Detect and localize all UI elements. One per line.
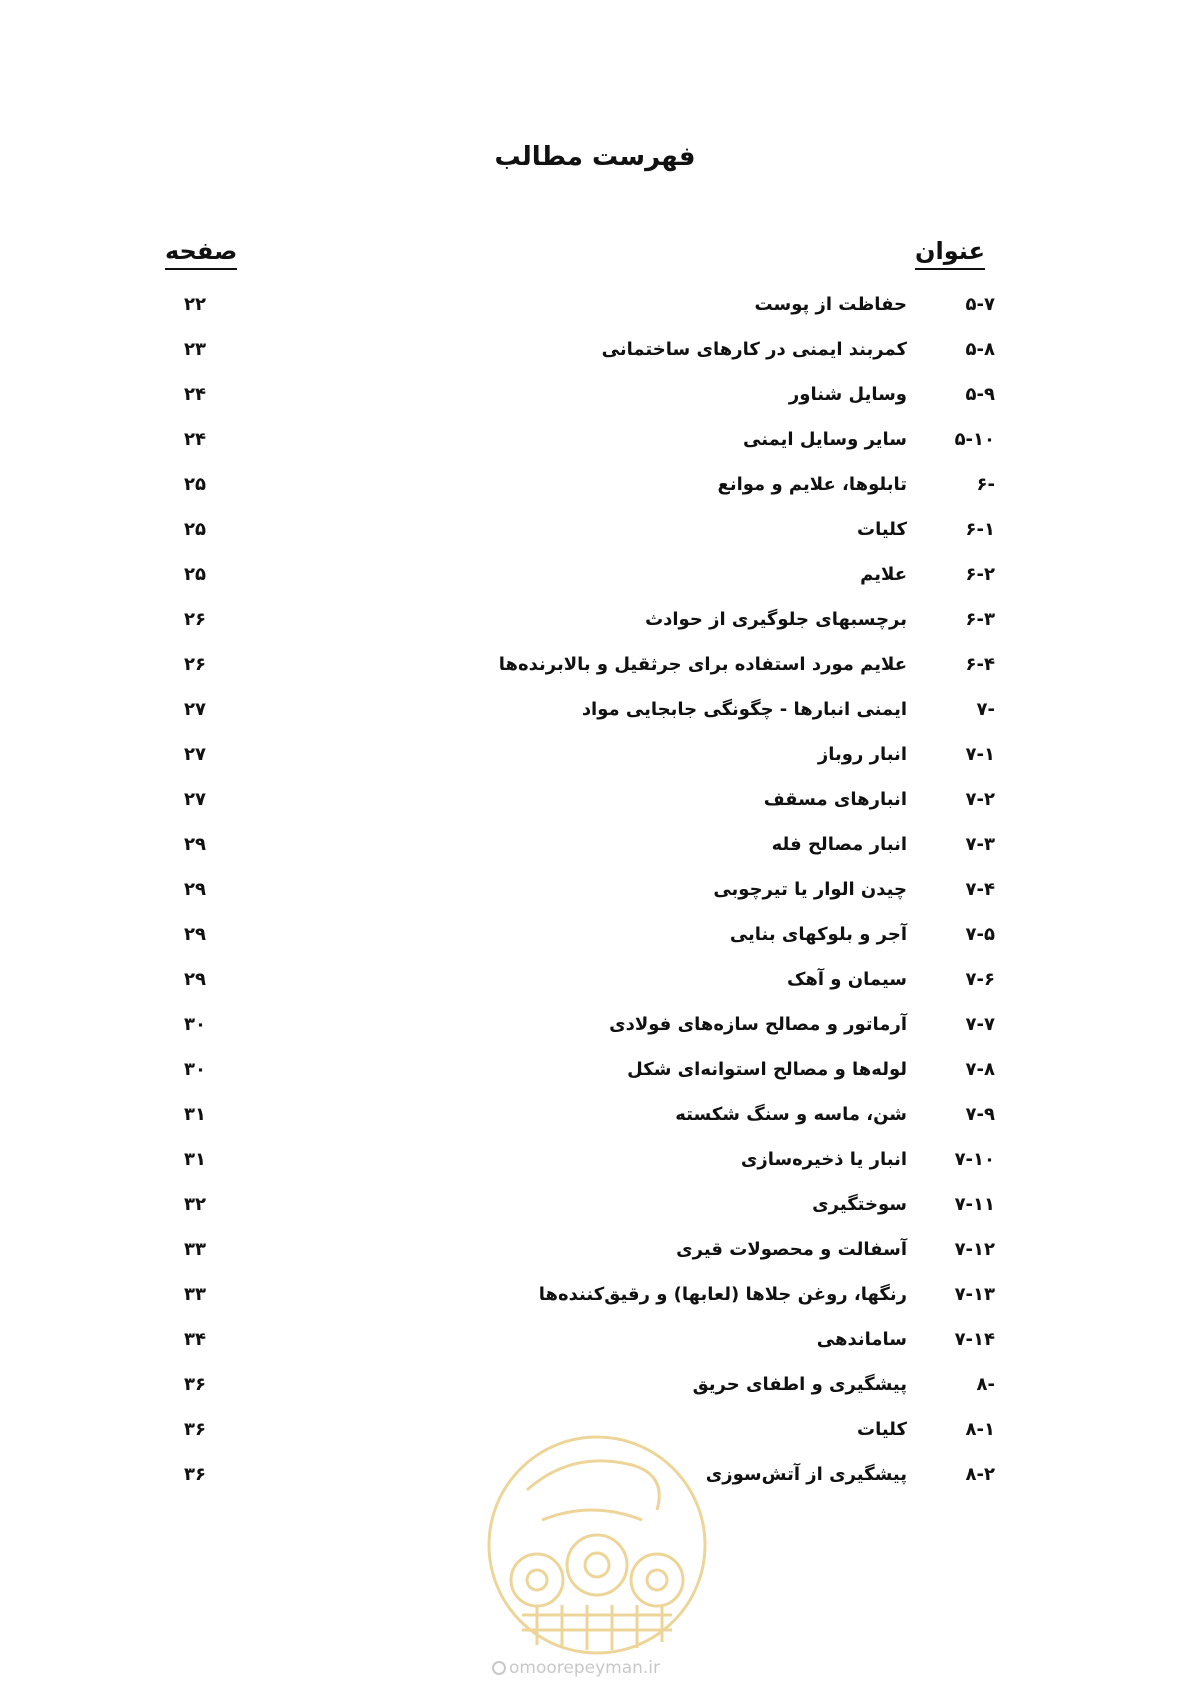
toc-number: ۷-۵	[965, 924, 995, 945]
toc-number: ۶-۳	[965, 609, 995, 630]
toc-row[interactable]	[160, 822, 995, 867]
toc-page-number: ۳۲	[184, 1194, 206, 1215]
watermark-url	[492, 1658, 712, 1678]
toc-row[interactable]	[160, 1272, 995, 1317]
toc-page-number: ۳۶	[184, 1464, 206, 1485]
toc-title: علایم	[860, 564, 907, 585]
toc-row[interactable]	[160, 1317, 995, 1362]
toc-page-number: ۲۴	[184, 429, 206, 450]
toc-row[interactable]	[160, 687, 995, 732]
toc-number: ۶-۲	[965, 564, 995, 585]
toc-title: حفاظت از پوست	[754, 294, 907, 315]
toc-page-number: ۲۷	[184, 699, 206, 720]
toc-title: رنگها، روغن جلاها (لعابها) و رقیق‌کننده‌ها	[538, 1284, 907, 1305]
toc-number: ۷-۶	[965, 969, 995, 990]
toc-title: آسفالت و محصولات قیری	[676, 1239, 907, 1260]
toc-page-number: ۲۷	[184, 744, 206, 765]
toc-page-number: ۲۹	[184, 834, 206, 855]
toc-page-number: ۲۳	[184, 339, 206, 360]
toc-number: -۶	[976, 474, 995, 495]
toc-number: ۷-۱۰	[954, 1149, 995, 1170]
toc-title: کلیات	[856, 1419, 907, 1440]
toc-row[interactable]	[160, 1362, 995, 1407]
toc-row[interactable]	[160, 1182, 995, 1227]
table-of-contents	[160, 282, 995, 1497]
toc-row[interactable]	[160, 282, 995, 327]
toc-title: چیدن الوار یا تیرچوبی	[713, 879, 907, 900]
page-title: فهرست مطالب	[494, 142, 696, 172]
toc-title: وسایل شناور	[788, 384, 907, 405]
toc-page-number: ۲۲	[184, 294, 206, 315]
toc-page-number: ۲۵	[184, 474, 206, 495]
toc-number: ۸-۱	[965, 1419, 995, 1440]
toc-number: ۷-۲	[965, 789, 995, 810]
toc-title: پیشگیری از آتش‌سوزی	[705, 1464, 907, 1485]
toc-number: ۶-۴	[965, 654, 995, 675]
toc-row[interactable]	[160, 777, 995, 822]
toc-number: -۷	[976, 699, 995, 720]
toc-number: ۵-۹	[965, 384, 995, 405]
toc-title: سیمان و آهک	[786, 969, 907, 990]
toc-row[interactable]	[160, 372, 995, 417]
toc-title: پیشگیری و اطفای حریق	[692, 1374, 907, 1395]
toc-row[interactable]	[160, 1227, 995, 1272]
toc-title: علایم مورد استفاده برای جرثقیل و بالابرنده‌ها	[498, 654, 907, 675]
toc-number: ۵-۱۰	[954, 429, 995, 450]
toc-page-number: ۳۱	[184, 1149, 206, 1170]
toc-title: تابلوها، علایم و موانع	[717, 474, 907, 495]
toc-number: ۷-۳	[965, 834, 995, 855]
toc-title: انبار یا ذخیره‌سازی	[740, 1149, 907, 1170]
toc-page-number: ۲۵	[184, 564, 206, 585]
toc-page-number: ۳۴	[184, 1329, 206, 1350]
toc-page-number: ۲۹	[184, 969, 206, 990]
toc-page-number: ۳۰	[184, 1059, 206, 1080]
toc-title: انبارهای مسقف	[763, 789, 907, 810]
toc-number: ۵-۸	[965, 339, 995, 360]
toc-page-number: ۲۴	[184, 384, 206, 405]
toc-number: ۷-۱۴	[954, 1329, 995, 1350]
toc-row[interactable]	[160, 417, 995, 462]
toc-title: کمربند ایمنی در کارهای ساختمانی	[601, 339, 907, 360]
toc-row[interactable]	[160, 597, 995, 642]
toc-row[interactable]	[160, 1137, 995, 1182]
toc-number: ۷-۹	[965, 1104, 995, 1125]
toc-number: ۷-۱	[965, 744, 995, 765]
toc-row[interactable]	[160, 507, 995, 552]
toc-page-number: ۲۹	[184, 924, 206, 945]
toc-number: ۷-۱۱	[954, 1194, 995, 1215]
toc-row[interactable]	[160, 957, 995, 1002]
page-column-header: صفحه	[165, 238, 237, 270]
toc-row[interactable]	[160, 1092, 995, 1137]
toc-page-number: ۲۶	[184, 654, 206, 675]
toc-row[interactable]	[160, 642, 995, 687]
watermark-url-text: omoorepeyman.ir	[509, 1658, 661, 1678]
toc-number: ۷-۱۳	[954, 1284, 995, 1305]
toc-page-number: ۲۶	[184, 609, 206, 630]
toc-title: آرماتور و مصالح سازه‌های فولادی	[609, 1014, 907, 1035]
globe-icon	[492, 1661, 506, 1675]
toc-page-number: ۳۳	[184, 1239, 206, 1260]
toc-row[interactable]	[160, 327, 995, 372]
toc-title: سوختگیری	[812, 1194, 907, 1215]
toc-title: انبار مصالح فله	[771, 834, 907, 855]
toc-title: برچسبهای جلوگیری از حوادث	[645, 609, 907, 630]
toc-row[interactable]	[160, 912, 995, 957]
toc-row[interactable]	[160, 1047, 995, 1092]
toc-title: سایر وسایل ایمنی	[743, 429, 907, 450]
toc-title: لوله‌ها و مصالح استوانه‌ای شکل	[627, 1059, 907, 1080]
toc-title: ایمنی انبارها - چگونگی جابجایی مواد	[581, 699, 907, 720]
toc-number: -۸	[976, 1374, 995, 1395]
toc-number: ۷-۸	[965, 1059, 995, 1080]
toc-title: ساماندهی	[816, 1329, 907, 1350]
toc-page-number: ۲۹	[184, 879, 206, 900]
toc-number: ۶-۱	[965, 519, 995, 540]
toc-number: ۷-۷	[965, 1014, 995, 1035]
watermark-logo	[482, 1430, 712, 1660]
title-column-header: عنوان	[915, 238, 985, 270]
toc-row[interactable]	[160, 552, 995, 597]
toc-row[interactable]	[160, 1002, 995, 1047]
toc-title: انبار روباز	[817, 744, 907, 765]
toc-title: آجر و بلوکهای بنایی	[729, 924, 907, 945]
toc-page-number: ۳۰	[184, 1014, 206, 1035]
toc-title: شن، ماسه و سنگ شکسته	[675, 1104, 907, 1125]
toc-row[interactable]	[160, 867, 995, 912]
toc-page-number: ۳۶	[184, 1374, 206, 1395]
toc-number: ۷-۱۲	[954, 1239, 995, 1260]
toc-number: ۷-۴	[965, 879, 995, 900]
toc-page-number: ۳۳	[184, 1284, 206, 1305]
toc-number: ۸-۲	[965, 1464, 995, 1485]
toc-page-number: ۳۶	[184, 1419, 206, 1440]
toc-number: ۵-۷	[965, 294, 995, 315]
toc-page-number: ۲۵	[184, 519, 206, 540]
toc-page-number: ۲۷	[184, 789, 206, 810]
toc-title: کلیات	[856, 519, 907, 540]
toc-row[interactable]	[160, 462, 995, 507]
toc-row[interactable]	[160, 732, 995, 777]
toc-page-number: ۳۱	[184, 1104, 206, 1125]
